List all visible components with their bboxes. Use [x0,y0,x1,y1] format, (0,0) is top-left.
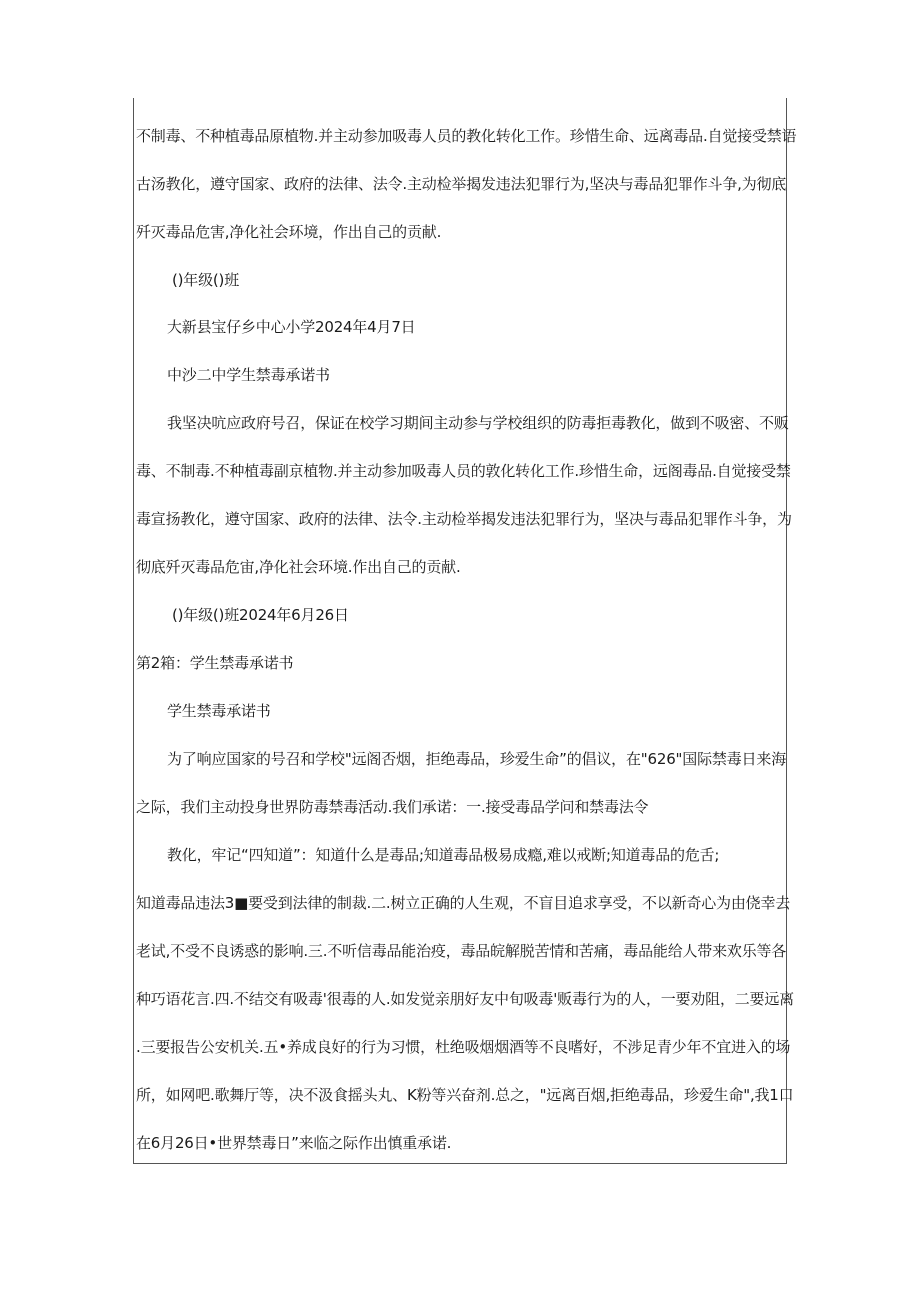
text-line-7: 我坚决吭应政府号召，保证在校学习期间主动参与学校组织的防毒拒毒教化，做到不吸密、不贩 [167,414,789,432]
pledge-title: 学生禁毒承诺书 [167,702,271,720]
text-line-18: 老试,不受不良诱惑的影响.三.不听信毒品能治疫，毒品皖解脱苦情和苦痛，毒品能给人带来欢乐等各 [136,942,787,960]
text-line-10: 彻底歼灭毒品危宙,净化社会环境.作出自己的贡献. [136,558,461,576]
text-line-16: 教化，牢记“四知道”：知道什么是毒品;知道毒品极易成瘾,难以戒断;知道毒品的危舌; [167,846,720,864]
text-line-8: 毒、不制毒.不种植毒副京植物.并主动参加吸毒人员的敦化转化工作.珍惜生命，远阁毒品.自觉接受禁 [136,462,791,480]
text-line-22: 在6月26日•世界禁毒日”来临之际作出慎重承诺. [136,1134,452,1152]
text-line-1: 不制毒、不种植毒品原植物.并主动参加吸毒人员的教化转化工作。珍惜生命、远离毒品.自觉接受禁语 [136,127,797,145]
text-line-15: 之际，我们主动投身世界防毒禁毒活动.我们承诺：一.接受毒品学问和禁毒法令 [136,798,649,816]
text-line-21: 所，如网吧.歌舞厅等，决不汲食摇头丸、K粉等兴奋剂.总之，"远离百烟,拒绝毒品，珍爱生命",我1口 [136,1086,794,1104]
text-line-3: 歼灭毒品危害,净化社会环境，作出自己的贡献. [136,223,442,241]
school-date-line: 大新县宝仔乡中心小学2024年4月7日 [167,318,416,336]
text-line-20: .三要报告公安机关.五•养成良好的行为习惯，杜绝吸烟烟酒等不良嗜好，不涉足青少年不宜进入的场 [136,1038,791,1056]
section-heading: 中沙二中学生禁毒承诺书 [167,366,330,384]
class-line: ()年级()班 [172,271,240,289]
chapter-heading: 第2箱：学生禁毒承诺书 [136,654,294,672]
text-line-14: 为了响应国家的号召和学校"远阁否烟，拒绝毒品，珍爱生命”的倡议，在"626"国际禁毒日来海 [167,750,786,768]
class-date-line: ()年级()班2024年6月26日 [172,606,349,624]
text-line-19: 种巧语花言.四.不结交有吸毒'很毒的人.如发觉亲朋好友中旬吸毒'贩毒行为的人，一要劝阻，二要远离 [136,990,794,1008]
text-line-2: 古汤教化，遵守国家、政府的法律、法令.主动检举揭发违法犯罪行为,坚决与毒品犯罪作斗争,为彻底 [136,175,787,193]
text-line-17: 知道毒品违法3■要受到法律的制裁.二.树立正确的人生观，不盲目追求享受，不以新奇心为由侥幸去 [136,894,791,912]
text-line-9: 毒宣扬教化，遵守国家、政府的法律、法令.主动检举揭发违法犯罪行为，坚决与毒品犯罪作斗争，为 [136,510,792,528]
